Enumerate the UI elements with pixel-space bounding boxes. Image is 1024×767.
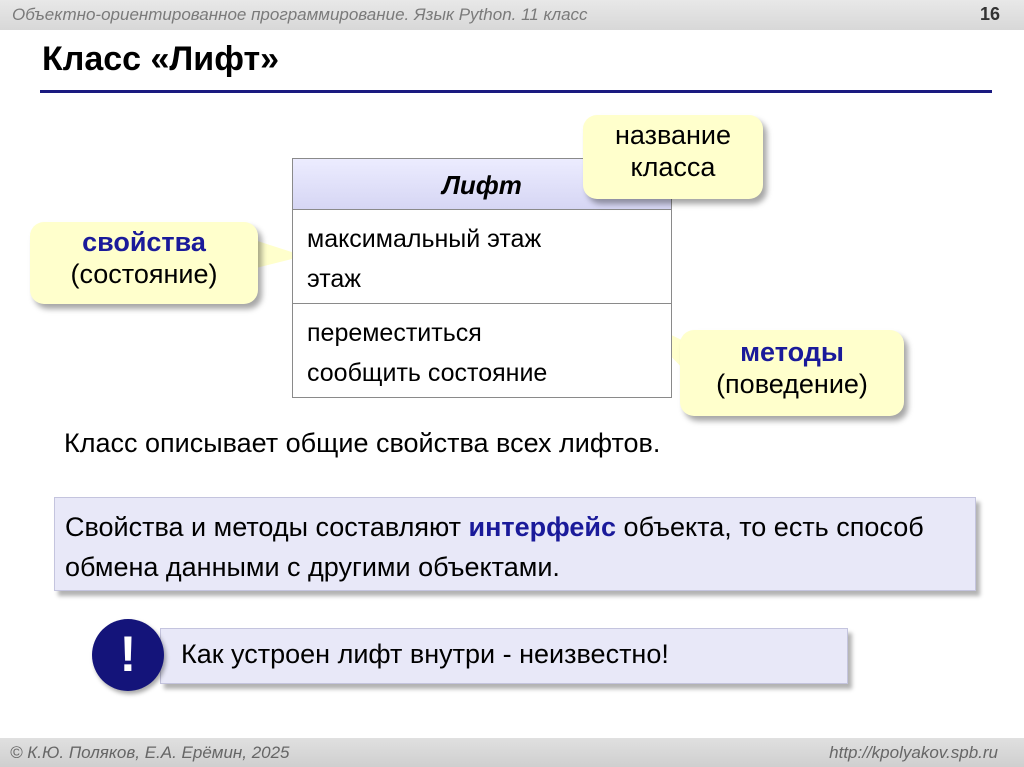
callout-heading: свойства [82, 227, 206, 257]
class-name: Лифт [293, 159, 671, 210]
methods-callout [680, 330, 904, 416]
class-statement: Класс описывает общие свойства всех лифтов. [64, 428, 661, 458]
exclamation-icon: ! [92, 619, 164, 691]
footer-url: http://kpolyakov.spb.ru [829, 743, 998, 762]
properties-callout [30, 222, 258, 304]
method-item: сообщить состояние [307, 359, 548, 387]
slide-title: Класс «Лифт» [42, 40, 280, 78]
callout-heading: методы [740, 337, 844, 367]
info-text-after: объекта, то есть способ обмена данными с другими объектами. [65, 512, 924, 582]
class-name-callout [583, 115, 763, 199]
attribute-item: этаж [307, 265, 362, 293]
interface-info-box [54, 497, 976, 591]
callout-line: название [614, 120, 732, 150]
title-underline [40, 90, 992, 93]
interface-info-text [65, 507, 965, 587]
warning-text: Как устроен лифт внутри - неизвестно! [181, 639, 669, 669]
course-title: Объектно-ориентированное программирование. Язык Python. 11 класс [12, 5, 588, 24]
callout-line: (поведение) [716, 369, 868, 399]
interface-keyword: интерфейс [468, 512, 617, 542]
class-methods [293, 304, 671, 397]
warning-box [160, 628, 848, 684]
page-number: 16 [979, 4, 1000, 24]
callout-line: класса [630, 152, 716, 182]
info-text-before: Свойства и методы составляют [65, 512, 469, 542]
class-attributes [293, 210, 671, 304]
method-item: переместиться [307, 319, 482, 347]
footer-bar [0, 738, 1024, 767]
header-bar [0, 0, 1024, 30]
callout-line: (состояние) [70, 259, 218, 289]
footer-authors: © К.Ю. Поляков, Е.А. Ерёмин, 2025 [10, 743, 290, 762]
attribute-item: максимальный этаж [307, 225, 542, 253]
